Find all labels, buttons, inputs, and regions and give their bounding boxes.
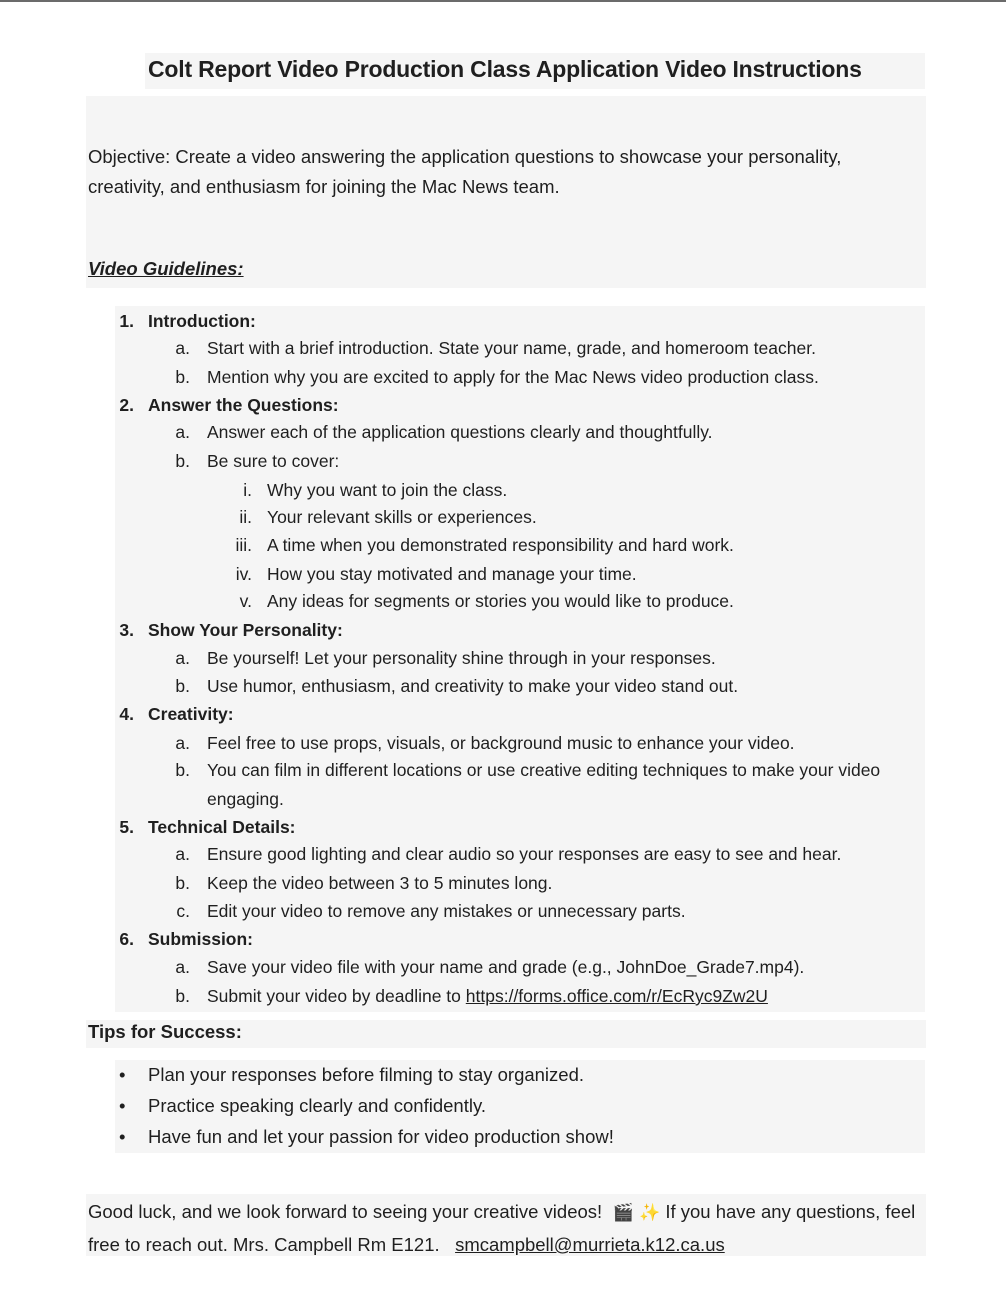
objective-paragraph: Objective: Create a video answering the application questions to showcase your personality, creativity, and enthusiasm for joining the Mac News team.	[88, 146, 842, 197]
list-item-text: Save your video file with your name and grade (e.g., JohnDoe_Grade7.mp4).	[207, 957, 805, 977]
list-item-text: Mention why you are excited to apply for the Mac News video production class.	[207, 367, 819, 387]
list-item	[207, 648, 716, 669]
list-item-continuation: engaging.	[207, 789, 284, 809]
tip-text: Plan your responses before filming to stay organized.	[148, 1064, 585, 1085]
list-item	[207, 367, 819, 388]
item-marker: b.	[175, 873, 190, 893]
sub-list-item: How you stay motivated and manage your time.	[267, 564, 637, 584]
section-heading: Technical Details:	[148, 817, 296, 837]
item-marker: b.	[175, 451, 190, 471]
subitem-marker: iv.	[235, 564, 252, 584]
list-item	[207, 844, 841, 865]
item-marker: a.	[175, 957, 190, 977]
tip-item	[119, 1126, 614, 1148]
item-marker: a.	[175, 422, 190, 442]
section-heading: Answer the Questions:	[148, 395, 339, 415]
list-item-text: Submit your video by deadline to	[207, 986, 466, 1006]
item-marker: a.	[175, 338, 190, 358]
list-item-text: Answer each of the application questions clearly and thoughtfully.	[207, 422, 713, 442]
subitem-marker: ii.	[239, 507, 252, 527]
section-number: 6.	[119, 929, 134, 949]
top-border	[0, 0, 1006, 2]
list-item	[207, 986, 768, 1007]
footer-paragraph	[88, 1196, 918, 1260]
item-marker: a.	[175, 844, 190, 864]
section-number: 3.	[119, 620, 134, 640]
list-item	[207, 676, 738, 697]
item-marker: a.	[175, 733, 190, 753]
sub-list-item: Why you want to join the class.	[267, 480, 508, 500]
list-item	[207, 760, 880, 781]
section-heading: Show Your Personality:	[148, 620, 343, 640]
list-item-text: Feel free to use props, visuals, or background music to enhance your video.	[207, 733, 795, 753]
tip-item	[119, 1095, 486, 1117]
footer-text-1: Good luck, and we look forward to seeing your creative videos!	[88, 1201, 603, 1222]
list-item	[207, 873, 552, 894]
bullet-icon: •	[119, 1095, 126, 1116]
tips-heading: Tips for Success:	[88, 1021, 242, 1042]
sub-list-item: Any ideas for segments or stories you would like to produce.	[267, 591, 734, 611]
section-number: 2.	[119, 395, 134, 415]
section-heading: Introduction:	[148, 311, 256, 331]
list-item	[207, 451, 339, 472]
sub-list-item: Your relevant skills or experiences.	[267, 507, 537, 527]
section-heading: Submission:	[148, 929, 254, 949]
section-number: 5.	[119, 817, 134, 837]
list-item	[207, 422, 713, 443]
footer-text-2: If you have any questions, feel free to reach out. Mrs. Campbell Rm E121.	[88, 1201, 916, 1255]
sub-list-item: A time when you demonstrated responsibility and hard work.	[267, 535, 734, 555]
bullet-icon: •	[119, 1126, 126, 1147]
bullet-icon: •	[119, 1064, 126, 1085]
subitem-marker: v.	[239, 591, 252, 611]
clapper-sparkles-icon: 🎬 ✨	[612, 1203, 661, 1223]
item-marker: c.	[176, 901, 190, 921]
item-marker: a.	[175, 648, 190, 668]
item-marker: b.	[175, 676, 190, 696]
list-item-text: Edit your video to remove any mistakes or unnecessary parts.	[207, 901, 686, 921]
tip-item	[119, 1064, 585, 1086]
item-marker: b.	[175, 986, 190, 1006]
item-marker: b.	[175, 760, 190, 780]
list-item-text: Ensure good lighting and clear audio so your responses are easy to see and hear.	[207, 844, 842, 864]
list-item-text: Use humor, enthusiasm, and creativity to make your video stand out.	[207, 676, 739, 696]
section-number: 4.	[119, 704, 134, 724]
submission-link[interactable]: https://forms.office.com/r/EcRyc9Zw2U	[465, 986, 768, 1006]
document-title: Colt Report Video Production Class Application Video Instructions	[148, 56, 862, 82]
subitem-marker: i.	[243, 480, 252, 500]
list-item	[207, 733, 795, 754]
list-item	[207, 957, 804, 978]
list-item	[207, 901, 686, 922]
item-marker: b.	[175, 367, 190, 387]
list-item-text: Be sure to cover:	[207, 451, 340, 471]
list-item	[207, 338, 816, 359]
list-item-text: Keep the video between 3 to 5 minutes long.	[207, 873, 553, 893]
subitem-marker: iii.	[235, 535, 252, 555]
tip-text: Have fun and let your passion for video production show!	[148, 1126, 614, 1147]
list-item-text: You can film in different locations or use creative editing techniques to make your video	[207, 760, 881, 780]
list-item-text: Be yourself! Let your personality shine through in your responses.	[207, 648, 716, 668]
section-heading: Creativity:	[148, 704, 234, 724]
email-link[interactable]: smcampbell@murrieta.k12.ca.us	[455, 1234, 725, 1255]
list-item-text: Start with a brief introduction. State your name, grade, and homeroom teacher.	[207, 338, 816, 358]
tip-text: Practice speaking clearly and confidently.	[148, 1095, 486, 1116]
section-number: 1.	[119, 311, 134, 331]
video-guidelines-heading: Video Guidelines:	[88, 258, 244, 279]
